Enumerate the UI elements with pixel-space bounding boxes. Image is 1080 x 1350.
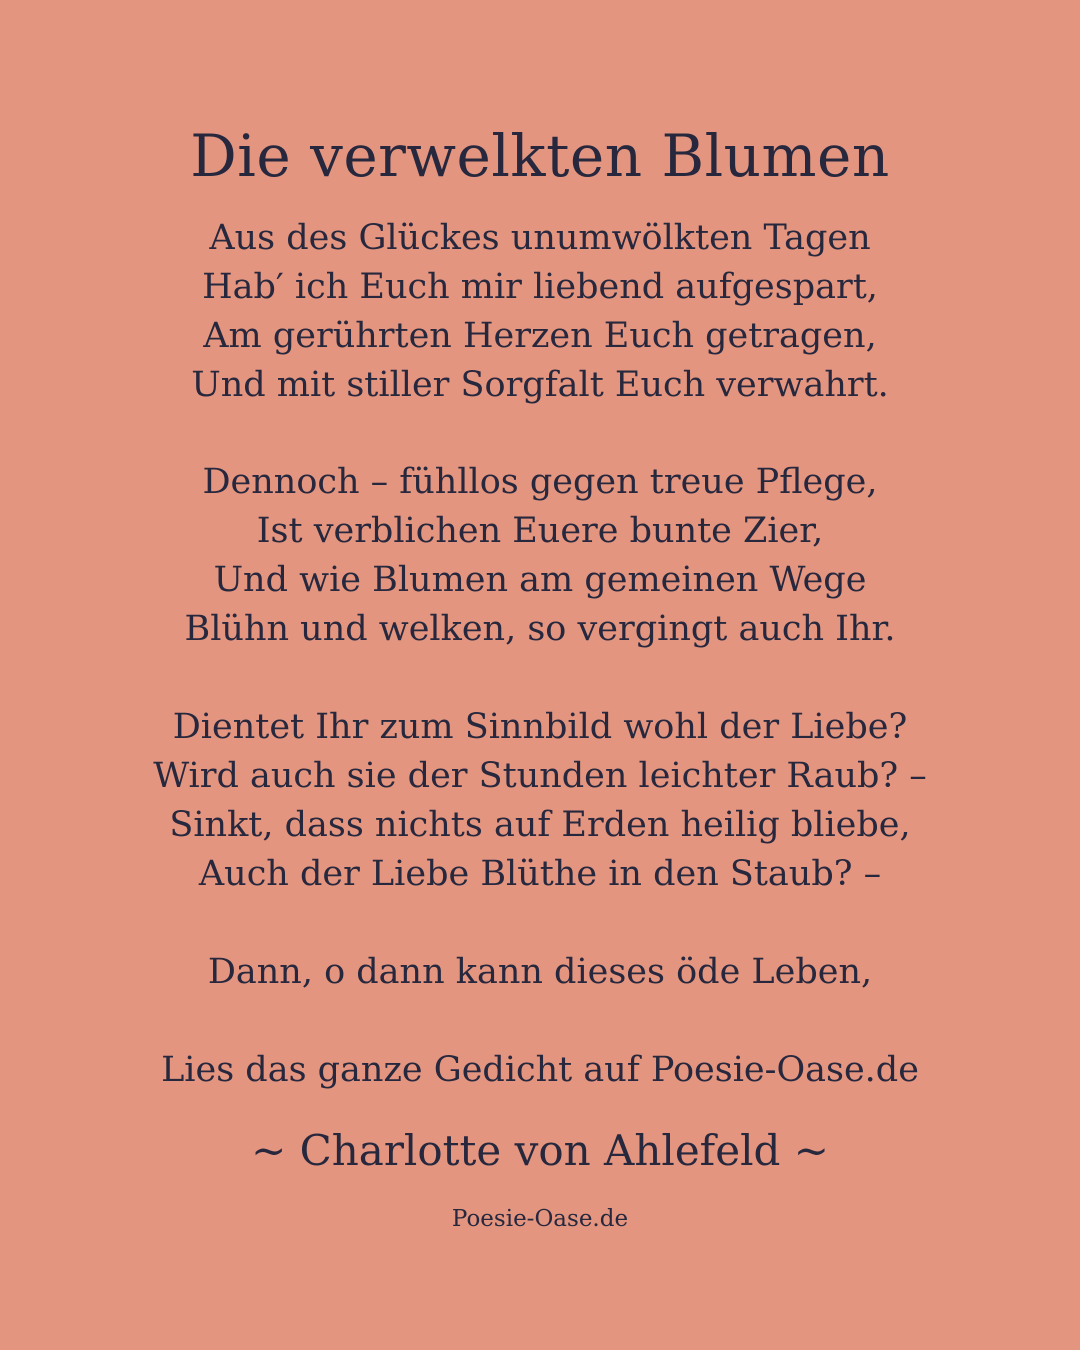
stanza-1 bbox=[0, 214, 1080, 410]
stanza-3-line-3: Sinkt, dass nichts auf Erden heilig bliebe, bbox=[169, 805, 911, 845]
stanza-2-line-1: Dennoch – fühllos gegen treue Pflege, bbox=[202, 462, 878, 502]
stanza-4-line-1: Dann, o dann kann dieses öde Leben, bbox=[207, 952, 873, 992]
read-full-poem-text: Lies das ganze Gedicht auf Poesie-Oase.de bbox=[161, 1050, 919, 1090]
stanza-2-line-3: Und wie Blumen am gemeinen Wege bbox=[213, 560, 867, 600]
stanza-3 bbox=[0, 703, 1080, 899]
stanza-3-line-2: Wird auch sie der Stunden leichter Raub? – bbox=[153, 756, 927, 796]
stanza-2-line-4: Blühn und welken, so vergingt auch Ihr. bbox=[184, 609, 896, 649]
stanza-3-line-4: Auch der Liebe Blüthe in den Staub? – bbox=[198, 854, 882, 894]
poem-author: ~ Charlotte von Ahlefeld ~ bbox=[251, 1126, 829, 1175]
stanza-2 bbox=[0, 458, 1080, 654]
stanza-1-line-3: Am gerührten Herzen Euch getragen, bbox=[203, 316, 877, 356]
site-watermark: Poesie-Oase.de bbox=[451, 1206, 629, 1232]
stanza-4 bbox=[0, 948, 1080, 997]
stanza-1-line-2: Hab′ ich Euch mir liebend aufgespart, bbox=[202, 267, 878, 307]
poem-title: Die verwelkten Blumen bbox=[190, 122, 890, 190]
stanza-1-line-1: Aus des Glückes unumwölkten Tagen bbox=[209, 218, 871, 258]
stanza-2-line-2: Ist verblichen Euere bunte Zier, bbox=[256, 511, 824, 551]
stanza-1-line-4: Und mit stiller Sorgfalt Euch verwahrt. bbox=[191, 365, 889, 405]
stanza-3-line-1: Dientet Ihr zum Sinnbild wohl der Liebe? bbox=[172, 707, 908, 747]
